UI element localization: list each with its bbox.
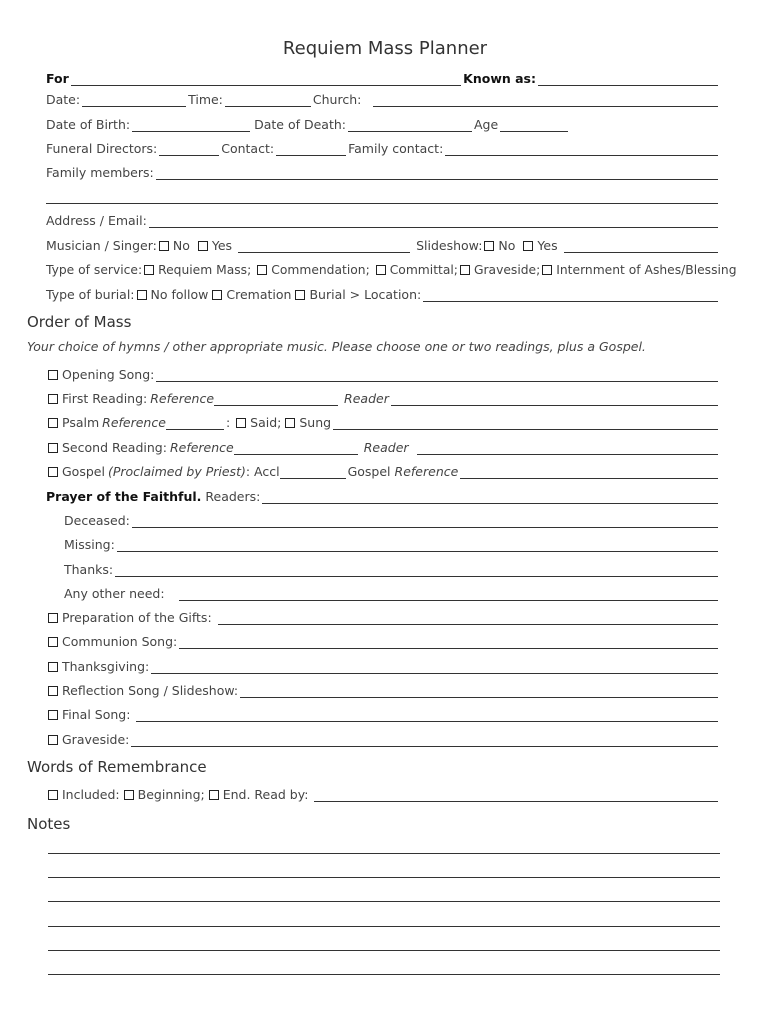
burial-cremation-checkbox[interactable] [212, 290, 222, 300]
remembrance-end-label: End. Read by: [222, 787, 309, 802]
time-label: Time: [188, 92, 223, 107]
notes-line[interactable] [48, 853, 720, 854]
second-reading-reader-field[interactable] [417, 442, 718, 455]
graveside-checkbox[interactable] [48, 735, 58, 745]
psalm-reference-field[interactable] [166, 417, 224, 430]
row-gospel [46, 461, 720, 479]
deceased-label: Deceased: [64, 513, 130, 528]
church-field[interactable] [373, 94, 718, 107]
notes-line[interactable] [48, 950, 720, 951]
second-reading-reference-label: Reference [169, 440, 234, 455]
svc-requiem-checkbox[interactable] [144, 265, 154, 275]
gospel-label: Gospel [62, 464, 105, 479]
burial-location-field[interactable] [423, 289, 718, 302]
gospel-accl-field[interactable] [280, 466, 346, 479]
gospel-ref-prefix: Gospel [347, 464, 391, 479]
burial-location-label: Burial > Location: [309, 287, 422, 302]
musician-no-checkbox[interactable] [159, 241, 169, 251]
remembrance-included-checkbox[interactable] [48, 790, 58, 800]
opening-song-checkbox[interactable] [48, 370, 58, 380]
musician-no-label: No [172, 238, 190, 253]
svc-graveside-label: Graveside; [473, 263, 541, 277]
other-need-field[interactable] [179, 588, 718, 601]
prep-gifts-field[interactable] [218, 612, 718, 625]
known-as-label: Known as: [463, 71, 536, 86]
svc-internment-label: Internment of Ashes/Blessing [556, 263, 737, 277]
thanks-label: Thanks: [64, 562, 114, 577]
row-reflection [46, 680, 720, 698]
deceased-field[interactable] [132, 515, 718, 528]
slideshow-yes-checkbox[interactable] [523, 241, 533, 251]
row-prayer [46, 486, 720, 504]
gospel-reference-field[interactable] [460, 466, 718, 479]
funeral-directors-label: Funeral Directors: [46, 141, 158, 156]
dob-label: Date of Birth: [46, 117, 131, 132]
contact-field[interactable] [276, 143, 346, 156]
communion-checkbox[interactable] [48, 637, 58, 647]
gospel-reference-label: Reference [394, 464, 459, 479]
communion-field[interactable] [179, 636, 718, 649]
notes-line[interactable] [48, 901, 720, 902]
age-field[interactable] [500, 119, 568, 132]
row-musician [46, 235, 720, 253]
final-song-field[interactable] [136, 709, 718, 722]
second-reading-checkbox[interactable] [48, 443, 58, 453]
order-of-mass-heading: Order of Mass [27, 313, 132, 331]
row-date [46, 89, 720, 107]
svc-committal-checkbox[interactable] [376, 265, 386, 275]
row-type-service [46, 259, 737, 277]
notes-line[interactable] [48, 926, 720, 927]
type-burial-label: Type of burial: [46, 287, 135, 302]
burial-nofollow-checkbox[interactable] [137, 290, 147, 300]
row-deceased [64, 510, 720, 528]
psalm-said-checkbox[interactable] [236, 418, 246, 428]
row-first-reading [46, 388, 720, 406]
row-thanks [64, 559, 720, 577]
page-title: Requiem Mass Planner [282, 38, 488, 59]
remembrance-heading: Words of Remembrance [27, 758, 207, 776]
row-missing [64, 534, 720, 552]
missing-field[interactable] [117, 539, 718, 552]
row-graveside [46, 729, 720, 747]
dob-field[interactable] [132, 119, 250, 132]
communion-label: Communion Song: [62, 634, 178, 649]
family-members-field-2[interactable] [46, 191, 718, 204]
row-funeral-directors [46, 138, 720, 156]
second-reading-reader-label: Reader [363, 440, 409, 455]
opening-song-label: Opening Song: [62, 367, 155, 382]
row-remembrance [46, 784, 720, 802]
known-as-field[interactable] [538, 73, 718, 86]
notes-line[interactable] [48, 877, 720, 878]
family-members-field[interactable] [156, 167, 718, 180]
remembrance-beginning-label: Beginning; [137, 787, 205, 802]
missing-label: Missing: [64, 537, 115, 552]
remembrance-included-label: Included: [62, 787, 120, 802]
notes-heading: Notes [27, 815, 71, 833]
prep-gifts-label: Preparation of the Gifts: [62, 610, 212, 625]
svc-commendation-label: Commendation; [271, 263, 370, 277]
remembrance-end-checkbox[interactable] [209, 790, 219, 800]
second-reading-label: Second Reading: [62, 440, 167, 455]
gospel-checkbox[interactable] [48, 467, 58, 477]
psalm-sung-checkbox[interactable] [285, 418, 295, 428]
row-second-reading [46, 437, 720, 455]
svc-committal-label: Committal; [389, 263, 458, 277]
final-song-label: Final Song: [62, 707, 131, 722]
address-label: Address / Email: [46, 213, 147, 228]
row-opening-song [46, 364, 720, 382]
musician-yes-label: Yes [211, 238, 233, 253]
svc-commendation-checkbox[interactable] [257, 265, 267, 275]
reflection-field[interactable] [240, 685, 718, 698]
other-need-label: Any other need: [64, 586, 165, 601]
thanksgiving-checkbox[interactable] [48, 662, 58, 672]
slideshow-no-label: No [498, 238, 516, 253]
readers-label: Readers: [205, 489, 261, 504]
musician-yes-checkbox[interactable] [198, 241, 208, 251]
prayer-label: Prayer of the Faithful. [46, 489, 202, 504]
row-psalm [46, 412, 720, 430]
family-members-label: Family members: [46, 165, 154, 180]
church-label: Church: [312, 92, 362, 107]
thanks-field[interactable] [115, 564, 718, 577]
gospel-proclaimed-label: (Proclaimed by Priest) [107, 464, 246, 479]
psalm-checkbox[interactable] [48, 418, 58, 428]
psalm-field[interactable] [333, 417, 718, 430]
first-reading-reference-field[interactable] [214, 393, 338, 406]
age-label: Age [474, 117, 499, 132]
date-field[interactable] [82, 94, 186, 107]
dod-field[interactable] [348, 119, 472, 132]
row-dob [46, 114, 720, 132]
musician-label: Musician / Singer: [46, 238, 157, 253]
row-communion [46, 631, 720, 649]
row-family-members [46, 162, 720, 180]
family-contact-label: Family contact: [348, 141, 444, 156]
slideshow-no-checkbox[interactable] [484, 241, 494, 251]
remembrance-beginning-checkbox[interactable] [124, 790, 134, 800]
reflection-checkbox[interactable] [48, 686, 58, 696]
psalm-said-label: Said; [250, 415, 282, 430]
remembrance-reader-field[interactable] [314, 789, 718, 802]
contact-label: Contact: [221, 141, 275, 156]
gospel-accl-label: : Accl [245, 464, 280, 479]
slideshow-label: Slideshow: [416, 238, 483, 253]
slideshow-field[interactable] [564, 240, 718, 253]
thanksgiving-field[interactable] [151, 661, 718, 674]
final-song-checkbox[interactable] [48, 710, 58, 720]
date-label: Date: [46, 92, 81, 107]
second-reading-reference-field[interactable] [234, 442, 358, 455]
dod-label: Date of Death: [254, 117, 346, 132]
row-family-members-2 [46, 186, 720, 204]
svc-requiem-label: Requiem Mass; [158, 263, 252, 277]
burial-cremation-label: Cremation [226, 287, 292, 302]
funeral-directors-field[interactable] [159, 143, 219, 156]
row-final-song [46, 704, 720, 722]
row-type-burial [46, 284, 720, 302]
first-reading-label: First Reading: [62, 391, 148, 406]
address-field[interactable] [149, 215, 718, 228]
first-reading-checkbox[interactable] [48, 394, 58, 404]
svc-graveside-checkbox[interactable] [460, 265, 470, 275]
svc-internment-checkbox[interactable] [542, 265, 552, 275]
first-reading-reference-label: Reference [150, 391, 215, 406]
time-field[interactable] [225, 94, 311, 107]
graveside-field[interactable] [131, 734, 718, 747]
psalm-colon: : [225, 415, 231, 430]
row-prep-gifts [46, 607, 720, 625]
order-of-mass-intro: Your choice of hymns / other appropriate music. Please choose one or two readings, plus a Gospel. [27, 339, 646, 354]
graveside-label: Graveside: [62, 732, 130, 747]
row-thanksgiving [46, 656, 720, 674]
family-contact-field[interactable] [445, 143, 718, 156]
slideshow-yes-label: Yes [537, 238, 558, 253]
burial-nofollow-label: No follow [150, 287, 209, 302]
row-address [46, 210, 720, 228]
prep-gifts-checkbox[interactable] [48, 613, 58, 623]
notes-line[interactable] [48, 974, 720, 975]
psalm-reference-label: Reference [102, 415, 166, 430]
psalm-label: Psalm [62, 415, 100, 430]
thanksgiving-label: Thanksgiving: [62, 659, 150, 674]
opening-song-field[interactable] [156, 369, 718, 382]
reflection-label: Reflection Song / Slideshow: [62, 683, 239, 698]
row-other-need [64, 583, 720, 601]
burial-location-checkbox[interactable] [295, 290, 305, 300]
first-reading-reader-field[interactable] [391, 393, 718, 406]
first-reading-reader-label: Reader [344, 391, 389, 406]
for-field[interactable] [71, 73, 461, 86]
type-service-label: Type of service: [46, 263, 143, 277]
for-label: For [46, 71, 69, 86]
row-for [46, 68, 720, 86]
psalm-sung-label: Sung [299, 415, 332, 430]
musician-field[interactable] [238, 240, 410, 253]
readers-field[interactable] [262, 491, 718, 504]
